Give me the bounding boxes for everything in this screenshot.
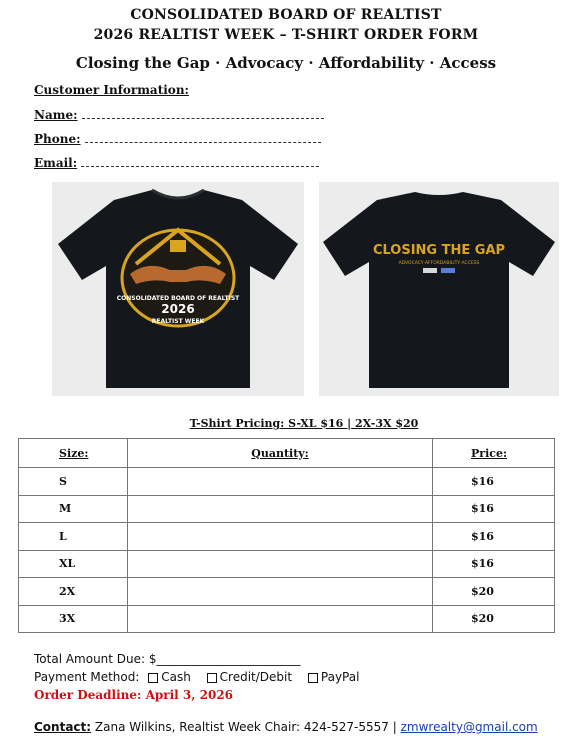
customer-info-heading: Customer Information: (34, 83, 189, 97)
phone-label: Phone: (34, 132, 81, 146)
total-amount-line[interactable]: Total Amount Due: $________________________ (34, 652, 301, 666)
paypal-label: PayPal (320, 670, 360, 684)
back-headline: CLOSING THE GAP (372, 243, 506, 258)
price-cell: $20 (433, 605, 555, 633)
sponsor-logo (423, 268, 437, 273)
form-title-line1: CONSOLIDATED BOARD OF REALTIST (130, 7, 442, 23)
order-deadline: Order Deadline: April 3, 2026 (34, 688, 234, 702)
table-row (19, 605, 555, 633)
price-cell: $16 (433, 550, 555, 578)
payment-label: Payment Method: (34, 670, 140, 684)
form-title-line2: 2026 REALTIST WEEK – T-SHIRT ORDER FORM (93, 27, 479, 43)
size-cell: L (19, 523, 128, 551)
contact-email-link[interactable]: zmwrealty@gmail.com (400, 720, 538, 734)
contact-label: Contact: (34, 720, 92, 734)
pricing-line: T-Shirt Pricing: S-XL $16 | 2X-3X $20 (189, 417, 419, 430)
quantity-cell[interactable] (128, 495, 433, 523)
shirt-back-image (319, 182, 559, 396)
table-row (19, 523, 555, 551)
front-logo-line1: CONSOLIDATED BOARD OF REALTIST (116, 295, 240, 302)
table-row (19, 468, 555, 496)
price-cell: $16 (433, 468, 555, 496)
table-row (19, 550, 555, 578)
shirt-front-image (52, 182, 304, 396)
back-subline: ADVOCACY·AFFORDABILITY·ACCESS (398, 261, 480, 266)
price-header: Price: (433, 439, 555, 468)
sponsor-logo (441, 268, 455, 273)
email-field[interactable] (34, 156, 319, 170)
credit-debit-checkbox[interactable] (207, 673, 217, 683)
email-label: Email: (34, 156, 78, 170)
cash-label: Cash (161, 670, 191, 684)
size-cell: XL (19, 550, 128, 578)
paypal-checkbox[interactable] (308, 673, 318, 683)
quantity-header: Quantity: (128, 439, 433, 468)
quantity-cell[interactable] (128, 550, 433, 578)
size-cell: 2X (19, 578, 128, 606)
name-line[interactable] (82, 108, 324, 119)
credit-debit-label: Credit/Debit (219, 670, 293, 684)
contact-text: Zana Wilkins, Realtist Week Chair: 424-527-5557 | (91, 720, 401, 734)
quantity-cell[interactable] (128, 605, 433, 633)
front-logo-year: 2026 (161, 302, 195, 316)
quantity-cell[interactable] (128, 578, 433, 606)
front-logo-line2: REALTIST WEEK (151, 318, 205, 325)
email-line[interactable] (81, 156, 319, 167)
quantity-cell[interactable] (128, 468, 433, 496)
name-label: Name: (34, 108, 78, 122)
phone-field[interactable] (34, 132, 321, 146)
table-row (19, 578, 555, 606)
name-field[interactable] (34, 108, 324, 122)
size-cell: S (19, 468, 128, 496)
quantity-cell[interactable] (128, 523, 433, 551)
order-table (18, 438, 555, 633)
price-cell: $16 (433, 523, 555, 551)
price-cell: $20 (433, 578, 555, 606)
tagline: Closing the Gap · Advocacy · Affordability · Access (75, 54, 497, 72)
size-header: Size: (19, 439, 128, 468)
payment-method-row (34, 670, 359, 684)
contact-line (34, 720, 538, 734)
table-row (19, 495, 555, 523)
size-cell: M (19, 495, 128, 523)
cash-checkbox[interactable] (148, 673, 158, 683)
price-cell: $16 (433, 495, 555, 523)
phone-line[interactable] (85, 132, 321, 143)
size-cell: 3X (19, 605, 128, 633)
table-header-row (19, 439, 555, 468)
